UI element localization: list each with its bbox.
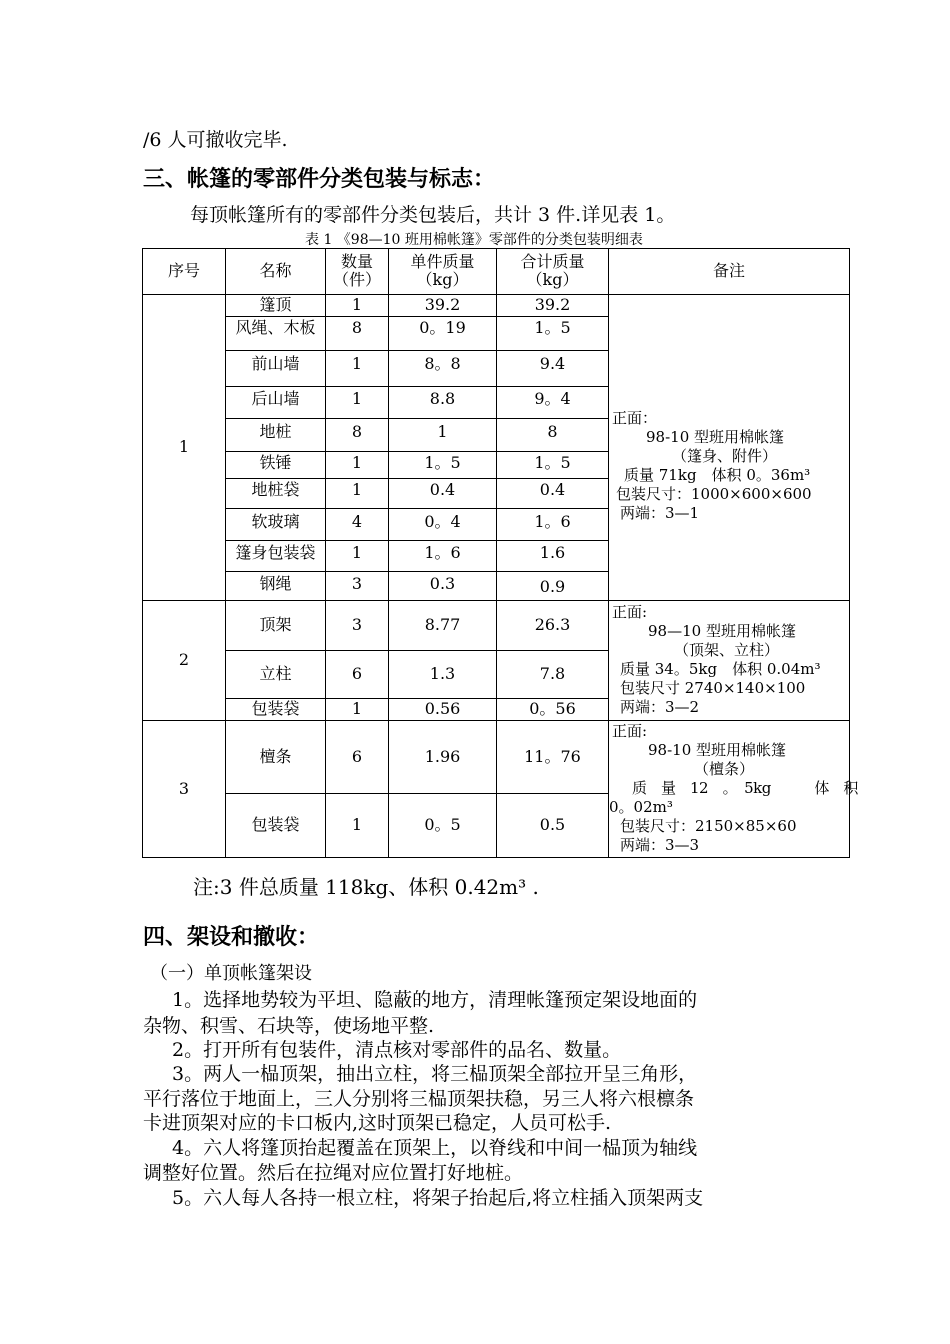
header-qty: 数量 （件） bbox=[332, 252, 381, 289]
part-qty: 3 bbox=[351, 574, 363, 593]
part-total-mass: 26.3 bbox=[534, 615, 571, 634]
part-qty: 8 bbox=[351, 318, 363, 337]
part-total-mass: 0.4 bbox=[539, 480, 566, 499]
part-name: 软玻璃 bbox=[251, 512, 300, 531]
step-line: 平行落位于地面上，三人分别将三榀顶架扶稳，另三人将六根檩条 bbox=[143, 1088, 695, 1110]
part-unit-mass: 1.96 bbox=[424, 746, 461, 766]
step-line: 卡进顶架对应的卡口板内,这时顶架已稳定，人员可松手. bbox=[143, 1112, 612, 1134]
part-qty: 1 bbox=[351, 480, 363, 499]
part-name: 包装袋 bbox=[251, 815, 300, 834]
part-qty: 1 bbox=[351, 815, 363, 834]
step-line: 调整好位置。然后在拉绳对应位置打好地桩。 bbox=[143, 1162, 524, 1184]
part-qty: 6 bbox=[351, 746, 363, 766]
group-3-remark: 正面: 98-10 型班用棉帐篷 （檀条） 质 量 12 。 5kg 体 积 0。02m³ 包装尺寸：2150×85×60 两端：3—3 bbox=[609, 722, 858, 854]
part-name: 篷顶 bbox=[259, 295, 292, 314]
part-unit-mass: 0。4 bbox=[424, 512, 461, 531]
part-name: 后山墙 bbox=[251, 389, 300, 408]
part-name: 立柱 bbox=[259, 664, 292, 683]
header-no: 序号 bbox=[167, 261, 200, 280]
table-caption: 表 1 《98—10 班用棉帐篷》零部件的分类包装明细表 bbox=[305, 232, 643, 248]
part-unit-mass: 8。8 bbox=[424, 354, 461, 373]
section-3-heading: 三、帐篷的零部件分类包装与标志： bbox=[143, 167, 496, 192]
part-total-mass: 9。4 bbox=[534, 389, 571, 408]
part-qty: 1 bbox=[351, 354, 363, 373]
continuation-line: /6 人可撤收完毕. bbox=[143, 129, 288, 151]
part-name: 地桩 bbox=[259, 422, 292, 441]
group-1-no: 1 bbox=[178, 437, 190, 456]
section-4-heading: 四、架设和撤收： bbox=[143, 925, 320, 950]
part-total-mass: 1。5 bbox=[534, 453, 571, 472]
part-total-mass: 0.5 bbox=[539, 815, 566, 834]
part-qty: 1 bbox=[351, 699, 363, 718]
part-name: 檀条 bbox=[259, 746, 292, 766]
part-total-mass: 11。76 bbox=[524, 746, 581, 766]
part-name: 篷身包装袋 bbox=[235, 543, 316, 562]
part-total-mass: 8 bbox=[547, 422, 558, 441]
part-unit-mass: 1 bbox=[437, 422, 448, 441]
part-qty: 4 bbox=[351, 512, 363, 531]
group-2-remark: 正面: 98—10 型班用棉帐篷 （顶架、立柱） 质量 34。5kg 体积 0.04m³ 包装尺寸 2740×140×100 两端：3—2 bbox=[612, 603, 821, 716]
part-name: 前山墙 bbox=[251, 354, 300, 373]
part-unit-mass: 0.4 bbox=[429, 480, 456, 499]
part-qty: 6 bbox=[351, 664, 363, 683]
step-line: 3。两人一榀顶架，抽出立柱，将三榀顶架全部拉开呈三角形， bbox=[172, 1063, 698, 1085]
part-qty: 1 bbox=[351, 295, 363, 314]
part-total-mass: 9.4 bbox=[539, 354, 566, 373]
step-line: 2。打开所有包装件，清点核对零部件的品名、数量。 bbox=[172, 1039, 622, 1061]
part-unit-mass: 39.2 bbox=[424, 295, 461, 314]
part-name: 铁锤 bbox=[259, 453, 292, 472]
part-total-mass: 39.2 bbox=[534, 295, 571, 314]
header-total-mass: 合计质量 （kg） bbox=[520, 252, 585, 289]
part-name: 顶架 bbox=[259, 615, 292, 634]
part-total-mass: 1。6 bbox=[534, 512, 571, 531]
part-total-mass: 1。5 bbox=[534, 318, 571, 337]
part-total-mass: 1.6 bbox=[539, 543, 566, 562]
section-3-intro: 每顶帐篷所有的零部件分类包装后，共计 3 件.详见表 1。 bbox=[190, 204, 676, 226]
header-unit-mass: 单件质量 （kg） bbox=[410, 252, 475, 289]
part-name: 包装袋 bbox=[251, 699, 300, 718]
step-line: 1。选择地势较为平坦、隐蔽的地方，清理帐篷预定架设地面的 bbox=[172, 989, 698, 1011]
part-unit-mass: 0。5 bbox=[424, 815, 461, 834]
part-name: 钢绳 bbox=[259, 574, 292, 593]
group-2-no: 2 bbox=[178, 650, 190, 669]
part-total-mass: 0。56 bbox=[529, 699, 576, 718]
part-name: 风绳、木板 bbox=[235, 318, 316, 337]
step-line: 杂物、积雪、石块等，使场地平整. bbox=[143, 1015, 435, 1037]
part-qty: 8 bbox=[351, 422, 363, 441]
step-line: 4。六人将篷顶抬起覆盖在顶架上，以脊线和中间一榀顶为轴线 bbox=[172, 1137, 698, 1159]
part-qty: 1 bbox=[351, 389, 363, 408]
part-qty: 3 bbox=[351, 615, 363, 634]
part-unit-mass: 8.8 bbox=[429, 389, 456, 408]
part-qty: 1 bbox=[351, 543, 363, 562]
group-1-remark: 正面： 98-10 型班用棉帐篷 （篷身、附件） 质量 71kg 体积 0。36m³ 包装尺寸：1000×600×600 两端：3—1 bbox=[612, 409, 812, 522]
part-name: 地桩袋 bbox=[251, 480, 300, 499]
table-note: 注:3 件总质量 118kg、体积 0.42m³ . bbox=[193, 875, 539, 899]
part-total-mass: 7.8 bbox=[539, 664, 566, 683]
step-line: 5。六人每人各持一根立柱，将架子抬起后,将立柱插入顶架两支 bbox=[172, 1187, 704, 1209]
part-unit-mass: 8.77 bbox=[424, 615, 461, 634]
header-name: 名称 bbox=[259, 261, 292, 280]
part-qty: 1 bbox=[351, 453, 363, 472]
part-unit-mass: 0.3 bbox=[429, 574, 456, 593]
part-unit-mass: 0.56 bbox=[424, 699, 461, 718]
subsection-1-heading: （一）单顶帐篷架设 bbox=[150, 963, 312, 984]
part-unit-mass: 1。5 bbox=[424, 453, 461, 472]
part-total-mass: 0.9 bbox=[539, 577, 566, 596]
part-unit-mass: 1.3 bbox=[429, 664, 456, 683]
group-3-no: 3 bbox=[178, 778, 190, 798]
part-unit-mass: 0。19 bbox=[419, 318, 466, 337]
part-unit-mass: 1。6 bbox=[424, 543, 461, 562]
header-remark: 备注 bbox=[712, 261, 745, 280]
